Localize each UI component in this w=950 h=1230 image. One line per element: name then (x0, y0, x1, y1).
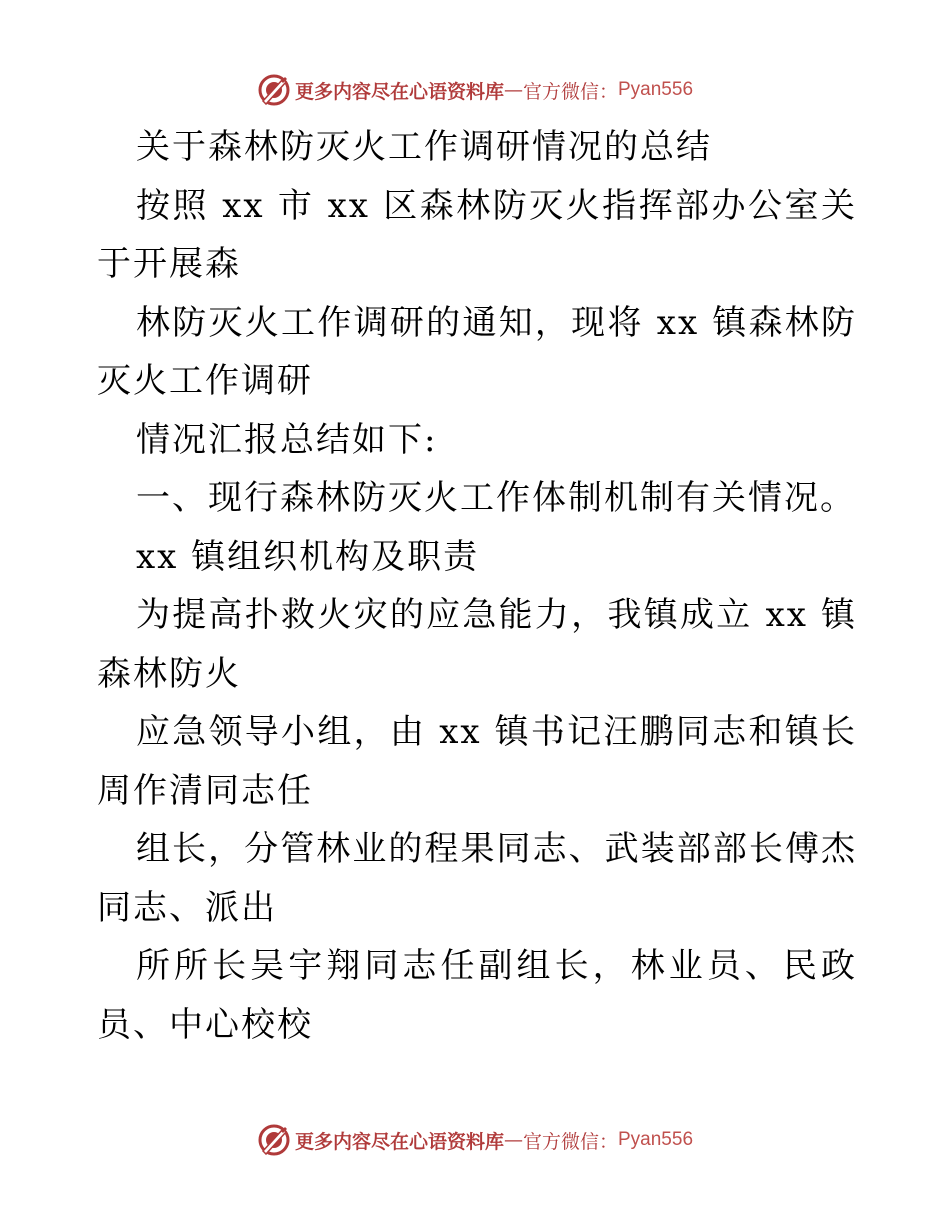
paragraph: 按照 xx 市 xx 区森林防灭火指挥部办公室关于开展森 (97, 185, 857, 284)
document-body (97, 118, 857, 1054)
header-wechat-label: 官方微信： (522, 80, 618, 103)
paragraph: 林防灭火工作调研的通知，现将 xx 镇森林防灭火工作调研 (97, 302, 857, 401)
paragraph: 所所长吴宇翔同志任副组长，林业员、民政员、中心校校 (97, 946, 857, 1045)
footer-wechat-label: 官方微信： (522, 1130, 618, 1153)
header-handle: Pyan556 (618, 79, 694, 100)
footer-dash: — (503, 1129, 523, 1151)
paragraph: 情况汇报总结如下: (136, 419, 438, 460)
pen-logo-icon (257, 1123, 291, 1157)
document-title: 关于森林防灭火工作调研情况的总结 (136, 127, 712, 167)
pen-logo-icon (257, 73, 291, 107)
header-brand-text: 更多内容尽在心语资料库 (294, 80, 504, 103)
footer-watermark (0, 1120, 950, 1160)
footer-handle: Pyan556 (618, 1129, 694, 1150)
paragraph: 应急领导小组，由 xx 镇书记汪鹏同志和镇长周作清同志任 (97, 712, 857, 811)
header-dash: — (503, 79, 523, 101)
paragraph: 组长，分管林业的程果同志、武装部部长傅杰同志、派出 (97, 829, 857, 928)
footer-brand-text: 更多内容尽在心语资料库 (294, 1130, 504, 1153)
subsection-heading: xx 镇组织机构及职责 (136, 536, 480, 577)
paragraph: 为提高扑救火灾的应急能力，我镇成立 xx 镇森林防火 (97, 595, 857, 694)
section-heading: 一、现行森林防灭火工作体制机制有关情况。 (136, 478, 856, 518)
header-watermark (0, 70, 950, 110)
